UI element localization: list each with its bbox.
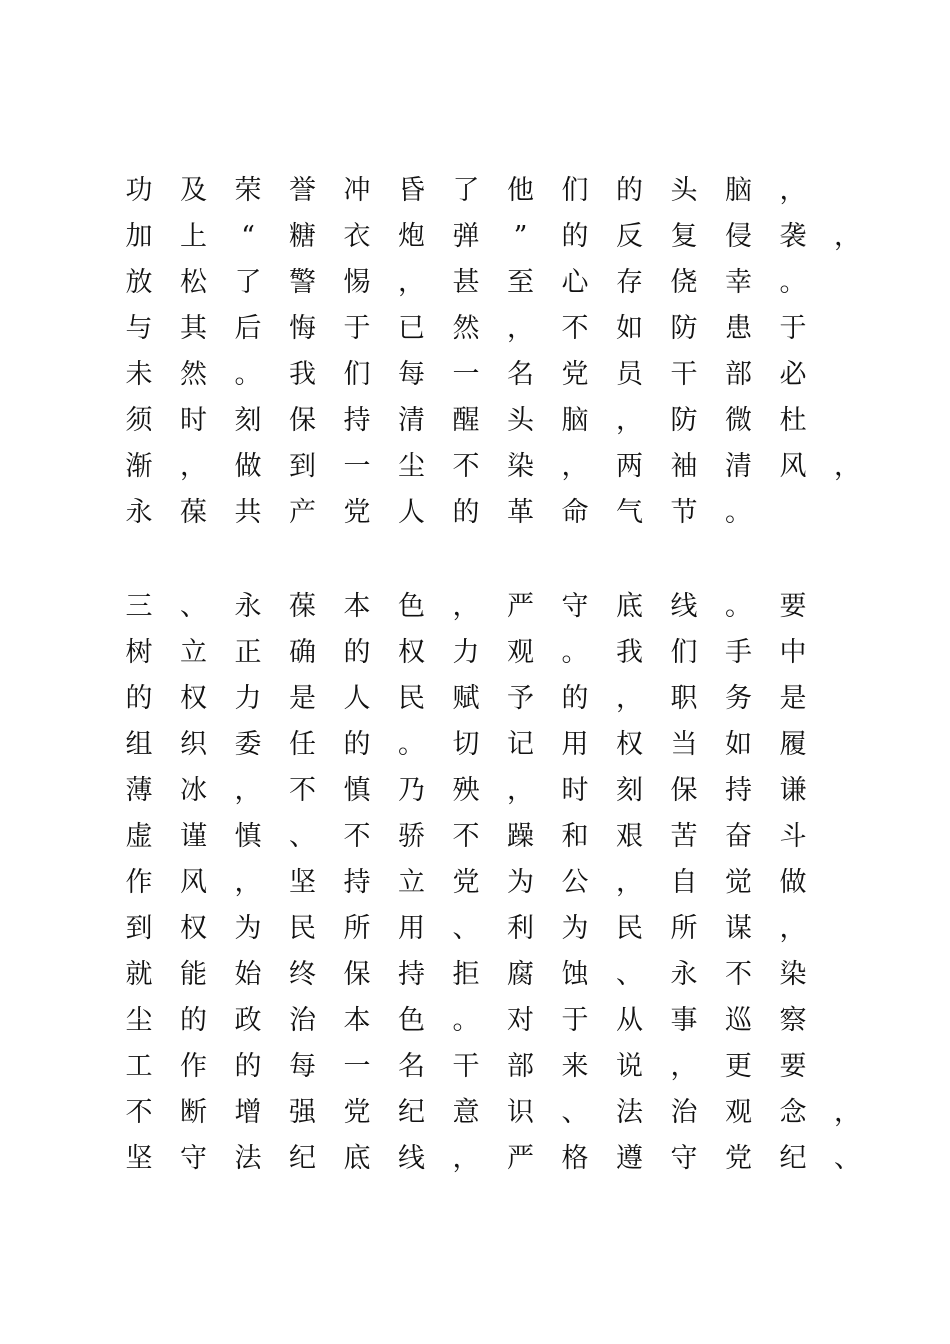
text-glyph: 、 [834, 1143, 861, 1174]
text-glyph: 葆 [180, 497, 207, 528]
text-glyph: 觉 [725, 867, 752, 898]
text-glyph: 松 [180, 267, 207, 298]
text-glyph: 纪 [398, 1097, 425, 1128]
text-glyph: 炮 [398, 221, 425, 252]
text-glyph: ， [452, 1143, 480, 1174]
text-glyph: 履 [779, 729, 807, 760]
text-glyph: 与 [125, 313, 153, 344]
text-glyph: 产 [289, 497, 316, 528]
text-line [0, 906, 950, 952]
text-glyph: 我 [616, 637, 643, 668]
text-glyph: 谨 [180, 821, 207, 852]
text-glyph: 线 [670, 591, 698, 622]
text-glyph: 识 [507, 1097, 534, 1128]
text-glyph: 惕 [343, 267, 371, 298]
text-glyph: 慎 [343, 775, 371, 806]
text-line [0, 1090, 950, 1136]
text-glyph: 断 [180, 1097, 207, 1128]
text-glyph: 守 [180, 1143, 207, 1174]
text-glyph: “ [241, 221, 255, 252]
text-glyph: 必 [779, 359, 807, 390]
text-glyph: 权 [616, 729, 643, 760]
text-line [0, 1044, 950, 1090]
text-glyph: 至 [507, 267, 534, 298]
text-glyph: ， [561, 451, 589, 482]
text-glyph: 就 [125, 959, 153, 990]
text-glyph: 底 [343, 1143, 371, 1174]
text-glyph: 人 [343, 683, 371, 714]
text-glyph: 拒 [452, 959, 480, 990]
text-glyph: 风 [180, 867, 207, 898]
text-glyph: 乃 [398, 775, 425, 806]
text-glyph: ， [779, 175, 807, 206]
text-glyph: 尘 [125, 1005, 153, 1036]
text-glyph: 观 [725, 1097, 752, 1128]
text-glyph: 不 [725, 959, 752, 990]
text-glyph: 员 [616, 359, 643, 390]
text-glyph: 、 [289, 821, 316, 852]
text-glyph: 持 [343, 405, 371, 436]
text-glyph: 加 [125, 221, 153, 252]
text-glyph: ， [234, 867, 262, 898]
text-glyph: 腐 [507, 959, 534, 990]
text-glyph: ， [507, 313, 534, 344]
text-glyph: 作 [125, 867, 153, 898]
text-glyph: 尘 [398, 451, 425, 482]
text-glyph: ， [616, 867, 643, 898]
text-glyph: 民 [616, 913, 643, 944]
text-glyph: 革 [507, 497, 534, 528]
text-glyph: 保 [343, 959, 371, 990]
text-glyph: 本 [343, 1005, 371, 1036]
text-glyph: 头 [670, 175, 698, 206]
text-glyph: 保 [289, 405, 316, 436]
text-glyph: 于 [561, 1005, 589, 1036]
text-glyph: 杜 [779, 405, 807, 436]
text-glyph: 用 [561, 729, 589, 760]
text-glyph: 的 [561, 221, 589, 252]
text-glyph: 民 [289, 913, 316, 944]
text-glyph: 巡 [725, 1005, 752, 1036]
text-glyph: 清 [398, 405, 425, 436]
text-glyph: 如 [616, 313, 643, 344]
text-glyph: 终 [289, 959, 316, 990]
text-line [0, 998, 950, 1044]
text-glyph: 。 [779, 267, 807, 298]
text-glyph: 弹 [452, 221, 480, 252]
text-glyph: 幸 [725, 267, 752, 298]
text-glyph: 骄 [398, 821, 425, 852]
text-glyph: 记 [507, 729, 534, 760]
text-glyph: 名 [507, 359, 534, 390]
text-glyph: 染 [779, 959, 807, 990]
text-glyph: 袭 [779, 221, 807, 252]
text-line [0, 1136, 950, 1182]
text-glyph: 工 [125, 1051, 153, 1082]
text-glyph: 治 [670, 1097, 698, 1128]
text-glyph: 切 [452, 729, 480, 760]
text-glyph: 要 [779, 1051, 807, 1082]
text-glyph: 色 [398, 1005, 425, 1036]
text-glyph: 做 [779, 867, 807, 898]
text-glyph: 党 [725, 1143, 752, 1174]
text-glyph: ， [834, 221, 861, 252]
text-glyph: 不 [452, 451, 480, 482]
text-glyph: 力 [452, 637, 480, 668]
text-glyph: 要 [779, 591, 807, 622]
text-glyph: 永 [234, 591, 262, 622]
text-glyph: 作 [180, 1051, 207, 1082]
text-glyph: 公 [561, 867, 589, 898]
text-glyph: 。 [234, 359, 262, 390]
text-glyph: 。 [725, 497, 752, 528]
text-glyph: 的 [452, 497, 480, 528]
text-glyph: 不 [561, 313, 589, 344]
text-line [0, 490, 950, 536]
text-glyph: 脑 [725, 175, 752, 206]
text-glyph: 增 [234, 1097, 262, 1128]
text-line [0, 214, 950, 260]
text-glyph: 职 [670, 683, 698, 714]
text-line [0, 952, 950, 998]
text-glyph: 甚 [452, 267, 480, 298]
text-glyph: 到 [125, 913, 153, 944]
text-glyph: 的 [180, 1005, 207, 1036]
text-glyph: 树 [125, 637, 153, 668]
text-glyph: 反 [616, 221, 643, 252]
text-glyph: 做 [234, 451, 262, 482]
text-glyph: 立 [398, 867, 425, 898]
text-glyph: 谦 [779, 775, 807, 806]
text-glyph: ， [507, 775, 534, 806]
text-line [0, 814, 950, 860]
text-glyph: 不 [452, 821, 480, 852]
text-glyph: 一 [343, 1051, 371, 1082]
text-glyph: 然 [180, 359, 207, 390]
text-glyph: 所 [343, 913, 371, 944]
text-glyph: ， [616, 683, 643, 714]
text-glyph: ， [234, 775, 262, 806]
text-glyph: 一 [452, 359, 480, 390]
text-glyph: 染 [507, 451, 534, 482]
text-glyph: 委 [234, 729, 262, 760]
paragraph-section-3 [0, 584, 950, 1182]
text-glyph: 、 [180, 591, 207, 622]
text-glyph: 。 [398, 729, 425, 760]
text-glyph: 不 [125, 1097, 153, 1128]
text-glyph: 虚 [125, 821, 153, 852]
text-line [0, 722, 950, 768]
text-glyph: 命 [561, 497, 589, 528]
text-glyph: 苦 [670, 821, 698, 852]
text-glyph: 已 [398, 313, 425, 344]
text-glyph: 权 [398, 637, 425, 668]
text-glyph: 微 [725, 405, 752, 436]
text-glyph: 民 [398, 683, 425, 714]
text-glyph: 从 [616, 1005, 643, 1036]
text-glyph: 后 [234, 313, 262, 344]
text-glyph: 刻 [616, 775, 643, 806]
paragraph-body-1 [0, 168, 950, 536]
text-glyph: 组 [125, 729, 153, 760]
text-glyph: 本 [343, 591, 371, 622]
text-glyph: 侵 [725, 221, 752, 252]
text-glyph: 节 [670, 497, 698, 528]
text-glyph: ， [452, 591, 480, 622]
text-glyph: 悔 [289, 313, 316, 344]
text-glyph: 了 [234, 267, 262, 298]
text-glyph: 谋 [725, 913, 752, 944]
text-glyph: 坚 [125, 1143, 153, 1174]
text-glyph: 干 [452, 1051, 480, 1082]
text-glyph: 底 [616, 591, 643, 622]
text-glyph: 到 [289, 451, 316, 482]
text-glyph: 、 [561, 1097, 589, 1128]
text-line [0, 352, 950, 398]
text-glyph: 他 [507, 175, 534, 206]
text-glyph: 蚀 [561, 959, 589, 990]
text-glyph: 斗 [779, 821, 807, 852]
text-glyph: 更 [725, 1051, 752, 1082]
text-glyph: 来 [561, 1051, 589, 1082]
text-glyph: ， [834, 451, 861, 482]
text-glyph: 时 [561, 775, 589, 806]
text-glyph: 们 [561, 175, 589, 206]
text-glyph: 法 [234, 1143, 262, 1174]
text-glyph: 艰 [616, 821, 643, 852]
text-glyph: 冲 [343, 175, 371, 206]
text-glyph: 为 [507, 867, 534, 898]
text-glyph: 警 [289, 267, 316, 298]
text-glyph: 的 [343, 729, 371, 760]
text-glyph: 一 [343, 451, 371, 482]
text-glyph: 清 [725, 451, 752, 482]
text-glyph: 的 [234, 1051, 262, 1082]
text-glyph: 党 [343, 497, 371, 528]
text-glyph: 冰 [180, 775, 207, 806]
text-glyph: 、 [616, 959, 643, 990]
text-glyph: 薄 [125, 775, 153, 806]
text-glyph: 法 [616, 1097, 643, 1128]
text-glyph: 们 [670, 637, 698, 668]
text-glyph: 手 [725, 637, 752, 668]
text-glyph: 始 [234, 959, 262, 990]
text-glyph: 于 [779, 313, 807, 344]
text-glyph: 能 [180, 959, 207, 990]
text-glyph: 风 [779, 451, 807, 482]
text-glyph: 誉 [289, 175, 316, 206]
text-glyph: 党 [561, 359, 589, 390]
text-glyph: 慎 [234, 821, 262, 852]
text-glyph: 和 [561, 821, 589, 852]
text-glyph: 党 [343, 1097, 371, 1128]
text-glyph: 遵 [616, 1143, 643, 1174]
text-glyph: 糖 [289, 221, 316, 252]
text-glyph: 存 [616, 267, 643, 298]
text-glyph: 时 [180, 405, 207, 436]
text-glyph: 守 [561, 591, 589, 622]
text-glyph: 然 [452, 313, 480, 344]
text-glyph: 权 [180, 913, 207, 944]
text-glyph: 永 [125, 497, 153, 528]
text-glyph: 念 [779, 1097, 807, 1128]
text-glyph: 荣 [234, 175, 262, 206]
text-glyph: 为 [234, 913, 262, 944]
text-glyph: 持 [398, 959, 425, 990]
text-glyph: 观 [507, 637, 534, 668]
text-glyph: 醒 [452, 405, 480, 436]
text-glyph: 力 [234, 683, 262, 714]
text-glyph: 务 [725, 683, 752, 714]
text-glyph: 永 [670, 959, 698, 990]
text-glyph: 是 [779, 683, 807, 714]
text-glyph: 每 [398, 359, 425, 390]
text-glyph: 赋 [452, 683, 480, 714]
text-glyph: 的 [616, 175, 643, 206]
text-glyph: 正 [234, 637, 262, 668]
text-glyph: ， [834, 1097, 861, 1128]
text-glyph: 色 [398, 591, 425, 622]
text-glyph: ， [670, 1051, 698, 1082]
text-glyph: 两 [616, 451, 643, 482]
text-glyph: 的 [125, 683, 153, 714]
text-glyph: 治 [289, 1005, 316, 1036]
text-glyph: 所 [670, 913, 698, 944]
text-glyph: 不 [343, 821, 371, 852]
text-glyph: 的 [561, 683, 589, 714]
text-glyph: 干 [670, 359, 698, 390]
text-glyph: 守 [670, 1143, 698, 1174]
text-glyph: 脑 [561, 405, 589, 436]
text-glyph: 了 [452, 175, 480, 206]
text-glyph: 共 [234, 497, 262, 528]
text-glyph: 事 [670, 1005, 698, 1036]
text-glyph: 线 [398, 1143, 425, 1174]
text-line [0, 444, 950, 490]
text-glyph: 袖 [670, 451, 698, 482]
text-glyph: 意 [452, 1097, 480, 1128]
text-line [0, 584, 950, 630]
text-glyph: 。 [561, 637, 589, 668]
text-glyph: ， [398, 267, 425, 298]
text-glyph: 当 [670, 729, 698, 760]
text-line [0, 630, 950, 676]
text-glyph: 我 [289, 359, 316, 390]
text-glyph: 部 [725, 359, 752, 390]
text-glyph: 持 [343, 867, 371, 898]
text-glyph: 保 [670, 775, 698, 806]
text-glyph: 的 [343, 637, 371, 668]
text-glyph: 患 [725, 313, 752, 344]
text-line [0, 168, 950, 214]
text-glyph: 严 [507, 1143, 534, 1174]
text-glyph: 名 [398, 1051, 425, 1082]
text-glyph: 未 [125, 359, 153, 390]
text-line [0, 260, 950, 306]
text-glyph: 织 [180, 729, 207, 760]
text-glyph: 说 [616, 1051, 643, 1082]
text-glyph: 利 [507, 913, 534, 944]
text-glyph: 纪 [779, 1143, 807, 1174]
text-glyph: 奋 [725, 821, 752, 852]
text-line [0, 306, 950, 352]
text-glyph: ， [616, 405, 643, 436]
text-glyph: 人 [398, 497, 425, 528]
text-line [0, 860, 950, 906]
text-glyph: 持 [725, 775, 752, 806]
text-glyph: 侥 [670, 267, 698, 298]
text-glyph: ” [513, 221, 528, 252]
text-glyph: 殃 [452, 775, 480, 806]
text-glyph: 气 [616, 497, 643, 528]
text-glyph: 。 [725, 591, 752, 622]
text-glyph: 昏 [398, 175, 425, 206]
text-glyph: 放 [125, 267, 153, 298]
text-glyph: 是 [289, 683, 316, 714]
text-line [0, 398, 950, 444]
text-glyph: 自 [670, 867, 698, 898]
text-glyph: 每 [289, 1051, 316, 1082]
text-glyph: 任 [289, 729, 316, 760]
text-glyph: 三 [125, 591, 153, 622]
text-glyph: 、 [452, 913, 480, 944]
text-glyph: 为 [561, 913, 589, 944]
text-glyph: 功 [125, 175, 153, 206]
text-glyph: 严 [507, 591, 534, 622]
text-line [0, 768, 950, 814]
text-glyph: 察 [779, 1005, 807, 1036]
text-glyph: 立 [180, 637, 207, 668]
text-glyph: 不 [289, 775, 316, 806]
text-glyph: ， [779, 913, 807, 944]
text-glyph: 于 [343, 313, 371, 344]
text-glyph: 如 [725, 729, 752, 760]
text-glyph: 中 [779, 637, 807, 668]
text-glyph: 纪 [289, 1143, 316, 1174]
text-glyph: 部 [507, 1051, 534, 1082]
text-glyph: 刻 [234, 405, 262, 436]
text-glyph: 。 [452, 1005, 480, 1036]
text-glyph: 衣 [343, 221, 371, 252]
text-glyph: 躁 [507, 821, 534, 852]
text-glyph: 及 [180, 175, 207, 206]
text-glyph: 坚 [289, 867, 316, 898]
text-glyph: 其 [180, 313, 207, 344]
text-glyph: 防 [670, 313, 698, 344]
text-glyph: 上 [180, 221, 207, 252]
text-glyph: 确 [289, 637, 316, 668]
text-glyph: 党 [452, 867, 480, 898]
text-glyph: 须 [125, 405, 153, 436]
text-glyph: 们 [343, 359, 371, 390]
text-glyph: 对 [507, 1005, 534, 1036]
text-glyph: 予 [507, 683, 534, 714]
text-glyph: 强 [289, 1097, 316, 1128]
text-line [0, 676, 950, 722]
text-glyph: 用 [398, 913, 425, 944]
text-glyph: ， [180, 451, 207, 482]
text-glyph: 渐 [125, 451, 153, 482]
text-glyph: 权 [180, 683, 207, 714]
text-glyph: 葆 [289, 591, 316, 622]
text-glyph: 头 [507, 405, 534, 436]
text-glyph: 政 [234, 1005, 262, 1036]
text-glyph: 心 [561, 267, 589, 298]
text-glyph: 防 [670, 405, 698, 436]
text-glyph: 格 [561, 1143, 589, 1174]
text-glyph: 复 [670, 221, 698, 252]
